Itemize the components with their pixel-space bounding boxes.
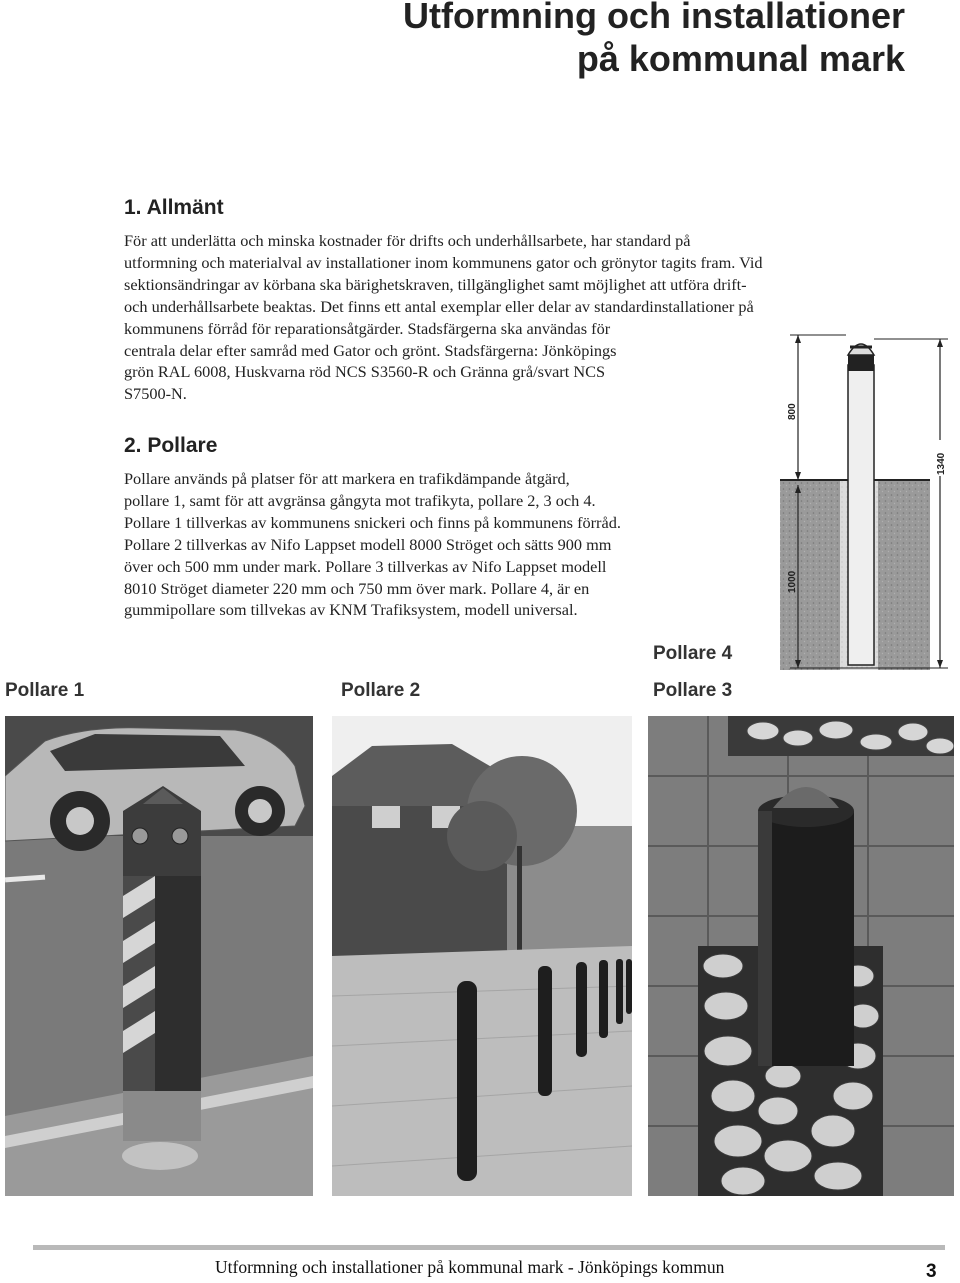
text-line: gummipollare som tillvekas av KNM Trafiksystem, modell universal. <box>124 600 578 620</box>
page-number: 3 <box>926 1261 937 1282</box>
text-line: pollare 1, samt för att avgränsa gångyta mot trafikyta, pollare 2, 3 och 4. <box>124 490 596 510</box>
section-heading-pollare: 2. Pollare <box>124 434 218 457</box>
dimension-label-800: 800 <box>787 403 798 420</box>
text-line: över och 500 mm under mark. Pollare 3 tillverkas av Nifo Lappset modell <box>124 556 607 576</box>
dimension-label-1000: 1000 <box>787 570 798 593</box>
text-line: kommunens förråd för reparationsåtgärder. Stadsfärgerna ska användas för <box>124 318 611 338</box>
caption-pollare-2: Pollare 2 <box>341 680 421 701</box>
dimension-label-1340: 1340 <box>936 452 947 475</box>
caption-pollare-3: Pollare 3 <box>653 680 733 701</box>
text-line: centrala delar efter samråd med Gator och grönt. Stadsfärgerna: Jönköpings <box>124 340 617 360</box>
page-title-line-1: Utformning och installationer <box>402 0 905 36</box>
photo-pollare-1 <box>5 716 313 1196</box>
section-allmant-text <box>124 230 763 405</box>
text-line: och underhållsarbete beaktas. Det finns ett antal exemplar eller delar av standardinstallationer på <box>124 296 754 316</box>
section-heading-allmant: 1. Allmänt <box>124 196 224 219</box>
section-pollare-text <box>124 468 621 621</box>
text-line: Pollare 2 tillverkas av Nifo Lappset modell 8000 Ströget och sätts 900 mm <box>124 534 612 554</box>
text-line: utformning och materialval av installationer inom kommunens gator och grönytor tagits fram. Vid <box>124 252 763 272</box>
footer-rule <box>33 1245 945 1250</box>
photo-pollare-3 <box>648 716 954 1196</box>
page-title-line-2: på kommunal mark <box>576 38 905 79</box>
text-line: Pollare används på platser för att markera en trafikdämpande åtgärd, <box>124 469 570 488</box>
page-title <box>403 0 905 80</box>
caption-pollare-4: Pollare 4 <box>653 643 733 664</box>
caption-pollare-1: Pollare 1 <box>5 680 85 701</box>
text-line: grön RAL 6008, Huskvarna röd NCS S3560-R och Gränna grå/svart NCS <box>124 362 605 382</box>
text-line: För att underlätta och minska kostnader för drifts och underhållsarbete, har standard på <box>124 231 691 250</box>
photo-pollare-2 <box>332 716 632 1196</box>
text-line: 8010 Ströget diameter 220 mm och 750 mm över mark. Pollare 4, är en <box>124 578 590 598</box>
text-line: S7500-N. <box>124 384 187 404</box>
text-line: sektionsändringar av körbana ska bärighetskraven, tillgänglighet samt möjlighet att utföra drift- <box>124 274 747 294</box>
text-line: Pollare 1 tillverkas av kommunens snickeri och finns på kommunens förråd. <box>124 512 621 532</box>
footer-text: Utformning och installationer på kommunal mark - Jönköpings kommun <box>215 1257 725 1277</box>
bollard-installation-diagram <box>770 325 960 675</box>
